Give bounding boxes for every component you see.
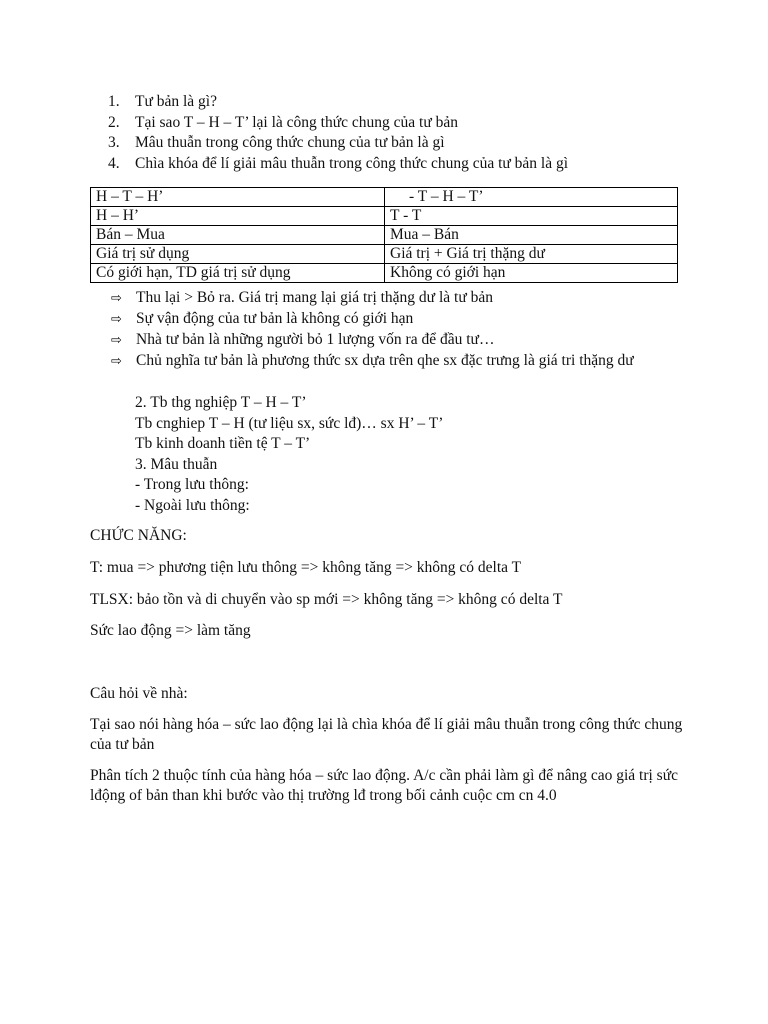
table-cell: Có giới hạn, TD giá trị sử dụng	[91, 264, 385, 283]
table-cell: Bán – Mua	[91, 226, 385, 245]
table-cell: Giá trị + Giá trị thặng dư	[385, 245, 678, 264]
conclusion-list	[111, 287, 634, 371]
list-text: Mâu thuẫn trong công thức chung của tư bản là gì	[135, 134, 445, 151]
list-item	[111, 287, 634, 308]
paragraph: Phân tích 2 thuộc tính của hàng hóa – sức lao động. A/c cần phải làm gì để nâng cao giá trị sức lđộng of bản than khi bước vào thị trường lđ trong bối cảnh cuộc cm cn 4.0	[90, 767, 678, 804]
table-row	[91, 264, 678, 283]
table-row	[91, 188, 678, 207]
table-row	[91, 207, 678, 226]
arrow-icon: ⇨	[111, 312, 122, 327]
list-item	[111, 308, 634, 329]
list-number: 3.	[108, 134, 120, 151]
text-line: Tb kinh doanh tiền tệ T – T’	[135, 435, 311, 452]
list-number: 2.	[108, 113, 120, 131]
text-line: 2. Tb thg nghiệp T – H – T’	[135, 394, 307, 411]
table-cell: H – H’	[91, 207, 385, 226]
paragraph: Tại sao nói hàng hóa – sức lao động lại là chìa khóa để lí giải mâu thuẫn trong công thức chung của tư bản	[90, 716, 683, 753]
list-text: Tư bản là gì?	[135, 93, 217, 110]
table-cell: H – T – H’	[91, 188, 385, 207]
list-number: 4.	[108, 154, 120, 172]
paragraph: TLSX: bảo tồn và di chuyển vào sp mới => không tăng => không có delta T	[90, 591, 563, 608]
list-text: Sự vận động của tư bản là không có giới hạn	[136, 310, 414, 327]
list-number: 1.	[108, 93, 120, 110]
table-row	[91, 245, 678, 264]
text-line: - Trong lưu thông:	[135, 476, 249, 493]
table-row	[91, 226, 678, 245]
list-item	[111, 329, 634, 350]
homework-heading: Câu hỏi về nhà:	[90, 685, 188, 702]
functions-heading: CHỨC NĂNG:	[90, 527, 187, 544]
list-text: Thu lại > Bỏ ra. Giá trị mang lại giá trị thặng dư là tư bản	[136, 289, 493, 306]
list-text: Tại sao T – H – T’ lại là công thức chung của tư bản	[135, 113, 458, 131]
arrow-icon: ⇨	[111, 333, 122, 348]
text-line: - Ngoài lưu thông:	[135, 496, 250, 514]
list-text: Nhà tư bản là những người bỏ 1 lượng vốn ra để đầu tư…	[136, 331, 495, 348]
text-line: 3. Mâu thuẫn	[135, 455, 218, 473]
table-cell: T - T	[385, 207, 678, 226]
table-cell: Giá trị sử dụng	[91, 245, 385, 264]
arrow-icon: ⇨	[111, 291, 122, 306]
list-item	[108, 154, 568, 175]
list-item	[108, 133, 568, 154]
list-text: Chìa khóa để lí giải mâu thuẫn trong công thức chung của tư bản là gì	[135, 154, 569, 172]
capital-types-section	[135, 393, 443, 516]
table-cell: Không có giới hạn	[385, 264, 678, 283]
table-cell: - T – H – T’	[385, 188, 678, 207]
list-item	[108, 113, 568, 134]
list-item	[111, 350, 634, 371]
table-cell: Mua – Bán	[385, 226, 678, 245]
arrow-icon: ⇨	[111, 354, 122, 369]
comparison-table	[90, 187, 678, 283]
list-text: Chủ nghĩa tư bản là phương thức sx dựa trên qhe sx đặc trưng là giá tri thặng dư	[136, 352, 634, 369]
list-item	[108, 92, 568, 113]
question-list	[108, 92, 568, 174]
text-line: Tb cnghiep T – H (tư liệu sx, sức lđ)… sx H’ – T’	[135, 414, 444, 432]
paragraph: Sức lao động => làm tăng	[90, 622, 251, 639]
paragraph: T: mua => phương tiện lưu thông => không tăng => không có delta T	[90, 559, 522, 576]
